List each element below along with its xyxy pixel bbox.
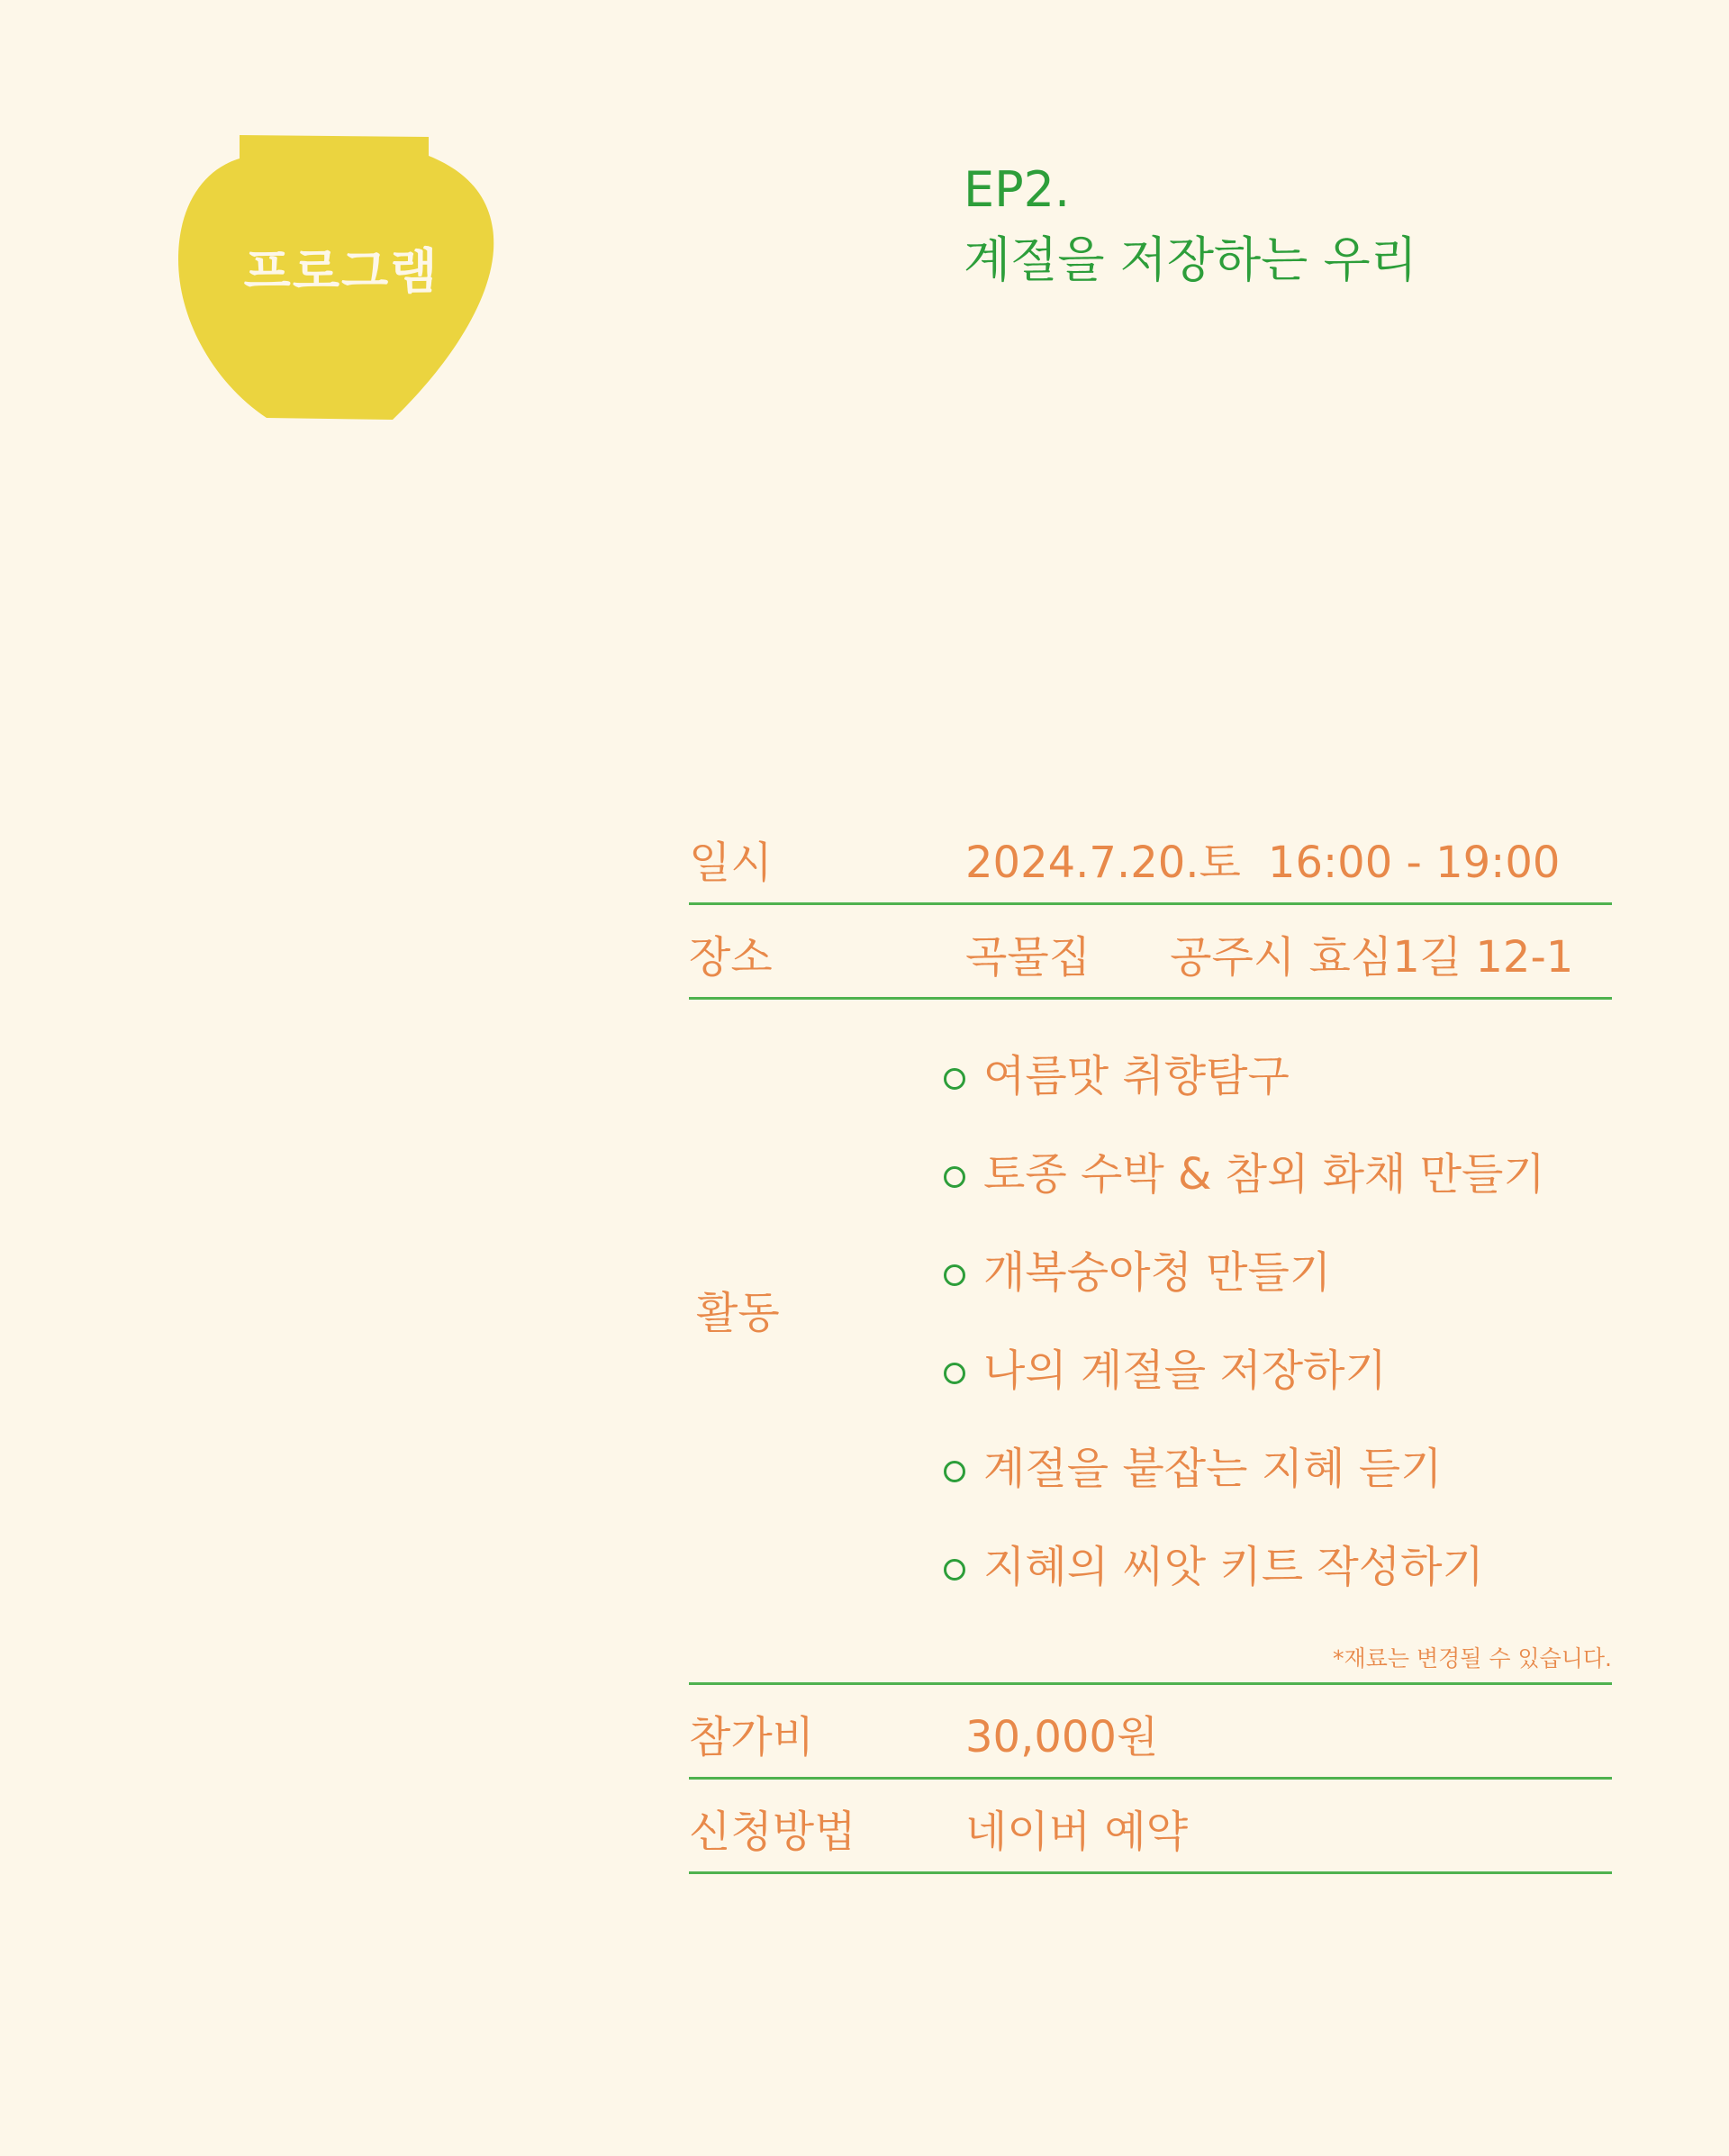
- circle-bullet-icon: [944, 1166, 965, 1188]
- activity-text: 개복숭아청 만들기: [983, 1247, 1332, 1298]
- materials-note: *재료는 변경될 수 있습니다.: [1333, 1645, 1612, 1671]
- circle-bullet-icon: [944, 1068, 965, 1090]
- datetime-row: [689, 811, 1612, 905]
- place-value: [965, 932, 1573, 983]
- place-label: 장소: [689, 932, 773, 983]
- time-value: 16:00 - 19:00: [1267, 838, 1561, 888]
- place-name: 곡물집: [965, 932, 1091, 983]
- program-badge: [177, 133, 496, 423]
- activity-text: 여름맛 취향탐구: [983, 1051, 1290, 1101]
- place-row: [689, 905, 1612, 1000]
- list-item: [944, 1345, 1545, 1444]
- apply-row: [689, 1780, 1612, 1874]
- apply-value: 네이버 예약: [965, 1807, 1189, 1857]
- fee-row: [689, 1685, 1612, 1780]
- datetime-label: 일시: [689, 838, 773, 888]
- activity-text: 토종 수박 & 참외 화채 만들기: [983, 1149, 1545, 1200]
- episode-title: 계절을 저장하는 우리: [964, 231, 1417, 288]
- activities-row: [689, 1000, 1612, 1685]
- badge-label: 프로그램: [243, 243, 439, 300]
- circle-bullet-icon: [944, 1559, 965, 1581]
- activity-text: 지혜의 씨앗 키트 작성하기: [983, 1542, 1484, 1592]
- activity-text: 나의 계절을 저장하기: [983, 1345, 1387, 1396]
- date-value: 2024.7.20.토: [965, 838, 1241, 888]
- fee-label: 참가비: [689, 1712, 815, 1762]
- circle-bullet-icon: [944, 1461, 965, 1482]
- circle-bullet-icon: [944, 1264, 965, 1286]
- program-details: [689, 811, 1612, 1874]
- activity-text: 계절을 붙잡는 지혜 듣기: [983, 1444, 1443, 1494]
- apply-label: 신청방법: [689, 1807, 856, 1857]
- episode-heading: [964, 155, 1417, 295]
- list-item: [944, 1444, 1545, 1542]
- circle-bullet-icon: [944, 1363, 965, 1384]
- place-address: 공주시 효심1길 12-1: [1170, 932, 1574, 983]
- list-item: [944, 1051, 1545, 1149]
- fee-value: 30,000원: [965, 1712, 1159, 1762]
- activities-label: 활동: [696, 1288, 780, 1338]
- list-item: [944, 1247, 1545, 1345]
- episode-number: EP2.: [964, 161, 1071, 218]
- list-item: [944, 1542, 1545, 1640]
- activity-list: [944, 1051, 1545, 1640]
- datetime-value: [965, 838, 1560, 888]
- list-item: [944, 1149, 1545, 1247]
